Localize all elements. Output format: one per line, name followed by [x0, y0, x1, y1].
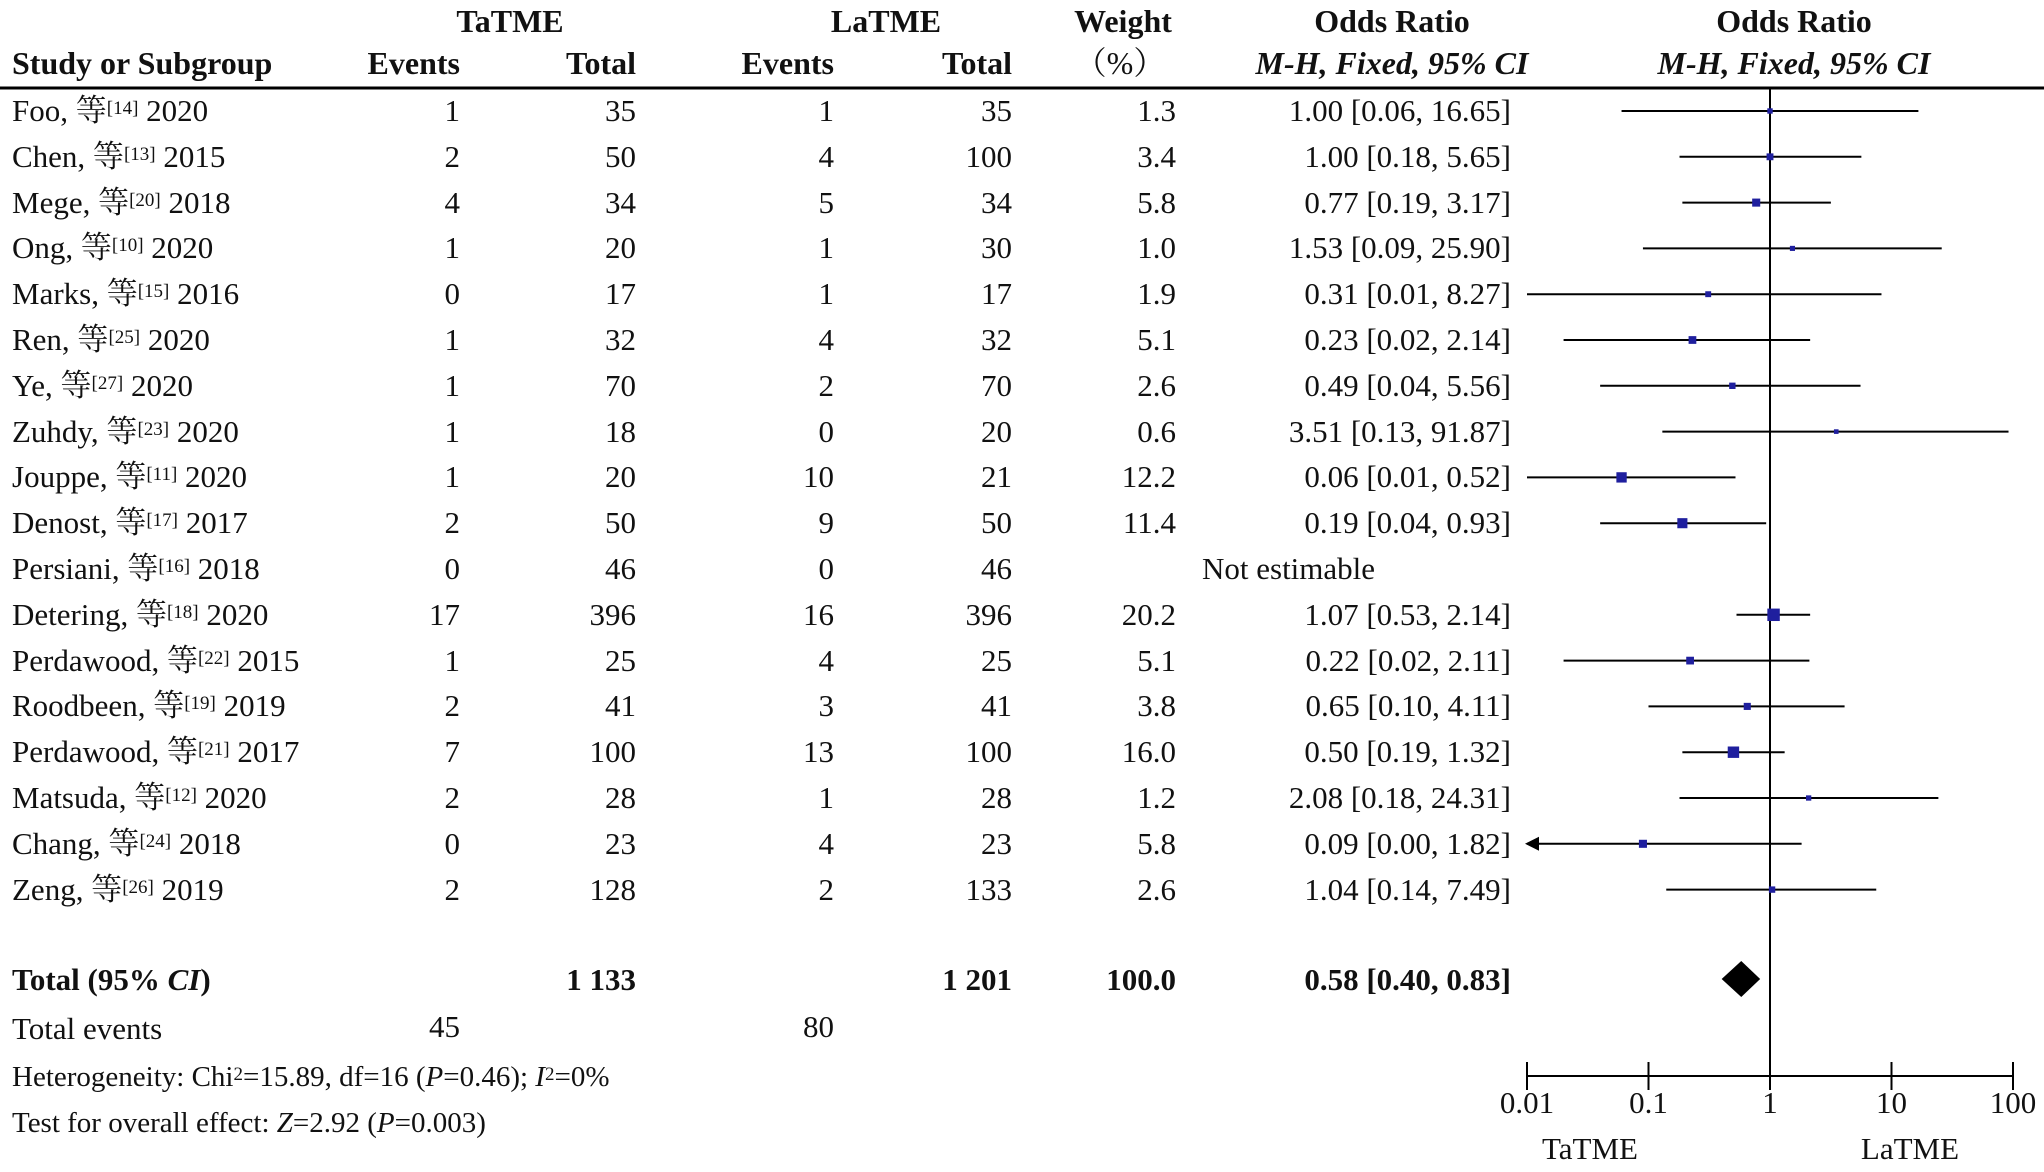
total-label: Total (95% CI): [12, 962, 211, 997]
group-header-latme: LaTME: [830, 3, 942, 39]
total-tatme-cell: 25: [605, 642, 636, 678]
pooled-diamond: [1722, 961, 1761, 997]
total-header-latme: Total: [942, 45, 1012, 81]
weight-cell: 0.6: [1137, 413, 1176, 449]
events-tatme-cell: 2: [444, 688, 460, 724]
events-tatme-cell: 2: [444, 505, 460, 541]
or-ci-cell: 1.00 [0.06, 16.65]: [1288, 93, 1511, 128]
total-tatme-cell: 18: [605, 413, 636, 449]
study-label: Detering, 等[18] 2020: [12, 596, 269, 632]
total-tatme-cell: 41: [605, 688, 636, 724]
events-latme-cell: 9: [818, 505, 834, 541]
events-tatme-cell: 1: [444, 413, 460, 449]
study-label: Ye, 等[27] 2020: [12, 367, 193, 403]
total-tatme-cell: 46: [605, 551, 636, 586]
effect-box: [1729, 383, 1735, 389]
total-tatme-cell: 17: [605, 276, 636, 312]
effect-box: [1834, 429, 1839, 434]
events-tatme-cell: 1: [444, 93, 460, 128]
axis-right-label: LaTME: [1860, 1131, 1960, 1166]
effect-box: [1744, 703, 1751, 710]
total-tatme-cell: 50: [605, 138, 636, 174]
events-tatme-cell: 4: [444, 184, 460, 220]
study-label: Foo, 等[14] 2020: [12, 93, 209, 128]
or-ci-cell: 0.23 [0.02, 2.14]: [1304, 322, 1511, 357]
events-latme-cell: 0: [818, 551, 834, 586]
events-latme-cell: 1: [818, 780, 834, 815]
total-tatme-cell: 396: [589, 596, 636, 632]
effect-box: [1728, 747, 1739, 758]
events-latme-cell: 4: [818, 825, 834, 861]
total-tatme-cell: 23: [605, 825, 636, 861]
study-column-header: Study or Subgroup: [12, 45, 273, 81]
plot-method-header: M-H, Fixed, 95% CI: [1657, 45, 1931, 81]
axis-tick-label: 0.1: [1629, 1085, 1668, 1120]
overall-effect-text: Test for overall effect: Z=2.92 (P=0.003): [12, 1107, 486, 1139]
events-tatme-cell: 1: [444, 230, 460, 266]
study-label: Ren, 等[25] 2020: [12, 322, 210, 357]
events-tatme-cell: 1: [444, 459, 460, 495]
events-latme-cell: 10: [803, 459, 834, 495]
or-ci-cell: 0.19 [0.04, 0.93]: [1304, 505, 1511, 541]
events-tatme-cell: 2: [444, 138, 460, 174]
events-latme-cell: 16: [803, 596, 834, 632]
heterogeneity-text: Heterogeneity: Chi$^2$=15.89, df=16 (P=0.46); $I^2=0\%$: [12, 1061, 610, 1093]
study-label: Ong, 等[10] 2020: [12, 230, 214, 266]
weight-unit-header: （%）: [1074, 45, 1166, 81]
weight-header: Weight: [1074, 3, 1172, 39]
effect-box: [1752, 199, 1760, 207]
events-latme-cell: 1: [818, 276, 834, 312]
total-n-latme: 1 201: [942, 962, 1012, 997]
total-header-tatme: Total: [566, 45, 636, 81]
or-ci-cell: 2.08 [0.18, 24.31]: [1288, 780, 1511, 815]
total-events-latme: 80: [803, 1009, 834, 1044]
events-header-tatme: Events: [367, 45, 460, 81]
or-ci-cell: 1.04 [0.14, 7.49]: [1304, 871, 1511, 907]
total-tatme-cell: 34: [605, 184, 636, 220]
weight-cell: 2.6: [1137, 367, 1176, 403]
weight-cell: 1.3: [1137, 93, 1176, 128]
total-tatme-cell: 50: [605, 505, 636, 541]
weight-cell: 3.4: [1137, 138, 1176, 174]
total-latme-cell: 32: [981, 322, 1012, 357]
group-header-tatme: TaTME: [456, 3, 564, 39]
total-latme-cell: 28: [981, 780, 1012, 815]
weight-cell: 12.2: [1121, 459, 1176, 495]
study-label: Persiani, 等[16] 2018: [12, 551, 260, 586]
axis-left-label: TaTME: [1542, 1131, 1638, 1166]
effect-box: [1767, 153, 1774, 160]
total-latme-cell: 21: [981, 459, 1012, 495]
study-label: Chang, 等[24] 2018: [12, 825, 241, 861]
weight-cell: 3.8: [1137, 688, 1176, 724]
weight-cell: 2.6: [1137, 871, 1176, 907]
events-tatme-cell: 1: [444, 322, 460, 357]
total-latme-cell: 100: [965, 138, 1012, 174]
weight-cell: 11.4: [1122, 505, 1176, 541]
weight-cell: 5.8: [1137, 825, 1176, 861]
total-tatme-cell: 28: [605, 780, 636, 815]
study-label: Denost, 等[17] 2017: [12, 505, 248, 541]
total-tatme-cell: 128: [589, 871, 636, 907]
events-tatme-cell: 0: [444, 551, 460, 586]
effect-box: [1705, 291, 1711, 297]
events-latme-cell: 5: [818, 184, 834, 220]
effect-box: [1686, 657, 1694, 665]
study-label: Matsuda, 等[12] 2020: [12, 780, 267, 815]
total-tatme-cell: 32: [605, 322, 636, 357]
total-tatme-cell: 20: [605, 230, 636, 266]
total-tatme-cell: 70: [605, 367, 636, 403]
or-ci-cell: 1.53 [0.09, 25.90]: [1288, 230, 1511, 266]
total-latme-cell: 20: [981, 413, 1012, 449]
or-ci-cell: 1.00 [0.18, 5.65]: [1304, 138, 1511, 174]
events-header-latme: Events: [741, 45, 834, 81]
total-latme-cell: 25: [981, 642, 1012, 678]
or-ci-cell: 0.50 [0.19, 1.32]: [1304, 734, 1511, 770]
weight-cell: 16.0: [1121, 734, 1176, 770]
events-latme-cell: 13: [803, 734, 834, 770]
effect-box: [1769, 886, 1775, 892]
study-label: Chen, 等[13] 2015: [12, 138, 226, 174]
events-tatme-cell: 2: [444, 780, 460, 815]
or-ci-cell: 0.77 [0.19, 3.17]: [1304, 184, 1511, 220]
events-tatme-cell: 17: [429, 596, 460, 632]
study-label: Perdawood, 等[21] 2017: [12, 734, 300, 770]
effect-box: [1639, 840, 1647, 848]
or-method-header: M-H, Fixed, 95% CI: [1255, 45, 1529, 81]
study-label: Zuhdy, 等[23] 2020: [12, 413, 239, 449]
weight-cell: 20.2: [1121, 596, 1176, 632]
events-tatme-cell: 0: [444, 825, 460, 861]
total-latme-cell: 34: [981, 184, 1012, 220]
study-label: Perdawood, 等[22] 2015: [12, 642, 300, 678]
axis-tick-label: 0.01: [1499, 1085, 1555, 1120]
study-label: Roodbeen, 等[19] 2019: [12, 688, 286, 724]
events-tatme-cell: 2: [444, 871, 460, 907]
total-latme-cell: 396: [965, 596, 1012, 632]
or-header: Odds Ratio: [1314, 3, 1470, 39]
total-latme-cell: 23: [981, 825, 1012, 861]
or-ci-cell: 0.09 [0.00, 1.82]: [1304, 825, 1511, 861]
total-tatme-cell: 20: [605, 459, 636, 495]
axis-tick-label: 1: [1762, 1085, 1778, 1120]
effect-box: [1677, 518, 1687, 528]
total-or-ci: 0.58 [0.40, 0.83]: [1304, 962, 1511, 997]
ci-arrow: [1525, 837, 1539, 851]
events-tatme-cell: 0: [444, 276, 460, 312]
events-latme-cell: 4: [818, 138, 834, 174]
weight-cell: 1.2: [1137, 780, 1176, 815]
effect-box: [1616, 472, 1626, 482]
events-latme-cell: 1: [818, 93, 834, 128]
total-latme-cell: 35: [981, 93, 1012, 128]
or-ci-cell: 1.07 [0.53, 2.14]: [1304, 596, 1511, 632]
or-ci-cell: 0.65 [0.10, 4.11]: [1305, 688, 1511, 724]
total-events-tatme: 45: [429, 1009, 460, 1044]
plot-header: Odds Ratio: [1716, 3, 1872, 39]
events-tatme-cell: 7: [444, 734, 460, 770]
effect-box: [1790, 246, 1795, 251]
events-latme-cell: 3: [818, 688, 834, 724]
axis-tick-label: 100: [1989, 1085, 2037, 1120]
events-latme-cell: 4: [818, 322, 834, 357]
or-ci-cell: 0.49 [0.04, 5.56]: [1304, 367, 1511, 403]
total-latme-cell: 70: [981, 367, 1012, 403]
events-latme-cell: 1: [818, 230, 834, 266]
or-ci-cell: Not estimable: [1202, 551, 1376, 586]
weight-cell: 5.1: [1137, 642, 1176, 678]
total-latme-cell: 133: [965, 871, 1012, 907]
total-latme-cell: 30: [981, 230, 1012, 266]
events-latme-cell: 2: [818, 871, 834, 907]
or-ci-cell: 0.31 [0.01, 8.27]: [1304, 276, 1511, 312]
total-latme-cell: 17: [981, 276, 1012, 312]
or-ci-cell: 0.22 [0.02, 2.11]: [1305, 642, 1511, 678]
events-tatme-cell: 1: [444, 367, 460, 403]
total-n-tatme: 1 133: [566, 962, 636, 997]
total-latme-cell: 41: [981, 688, 1012, 724]
total-tatme-cell: 100: [589, 734, 636, 770]
study-label: Mege, 等[20] 2018: [12, 184, 231, 220]
events-latme-cell: 4: [818, 642, 834, 678]
events-latme-cell: 2: [818, 367, 834, 403]
effect-box: [1689, 336, 1697, 344]
total-events-label: Total events: [12, 1011, 163, 1046]
study-label: Marks, 等[15] 2016: [12, 276, 240, 312]
total-latme-cell: 50: [981, 505, 1012, 541]
or-ci-cell: 0.06 [0.01, 0.52]: [1304, 459, 1511, 495]
study-label: Jouppe, 等[11] 2020: [12, 459, 248, 495]
effect-box: [1767, 108, 1772, 113]
axis-tick-label: 10: [1876, 1085, 1907, 1120]
total-latme-cell: 100: [965, 734, 1012, 770]
effect-box: [1806, 795, 1811, 800]
study-label: Zeng, 等[26] 2019: [12, 871, 224, 907]
effect-box: [1767, 609, 1779, 621]
weight-cell: 1.0: [1137, 230, 1176, 266]
weight-cell: 1.9: [1137, 276, 1176, 312]
or-ci-cell: 3.51 [0.13, 91.87]: [1288, 413, 1511, 449]
events-tatme-cell: 1: [444, 642, 460, 678]
total-latme-cell: 46: [981, 551, 1012, 586]
total-tatme-cell: 35: [605, 93, 636, 128]
weight-cell: 5.8: [1137, 184, 1176, 220]
events-latme-cell: 0: [818, 413, 834, 449]
weight-cell: 5.1: [1137, 322, 1176, 357]
total-weight: 100.0: [1106, 962, 1176, 997]
